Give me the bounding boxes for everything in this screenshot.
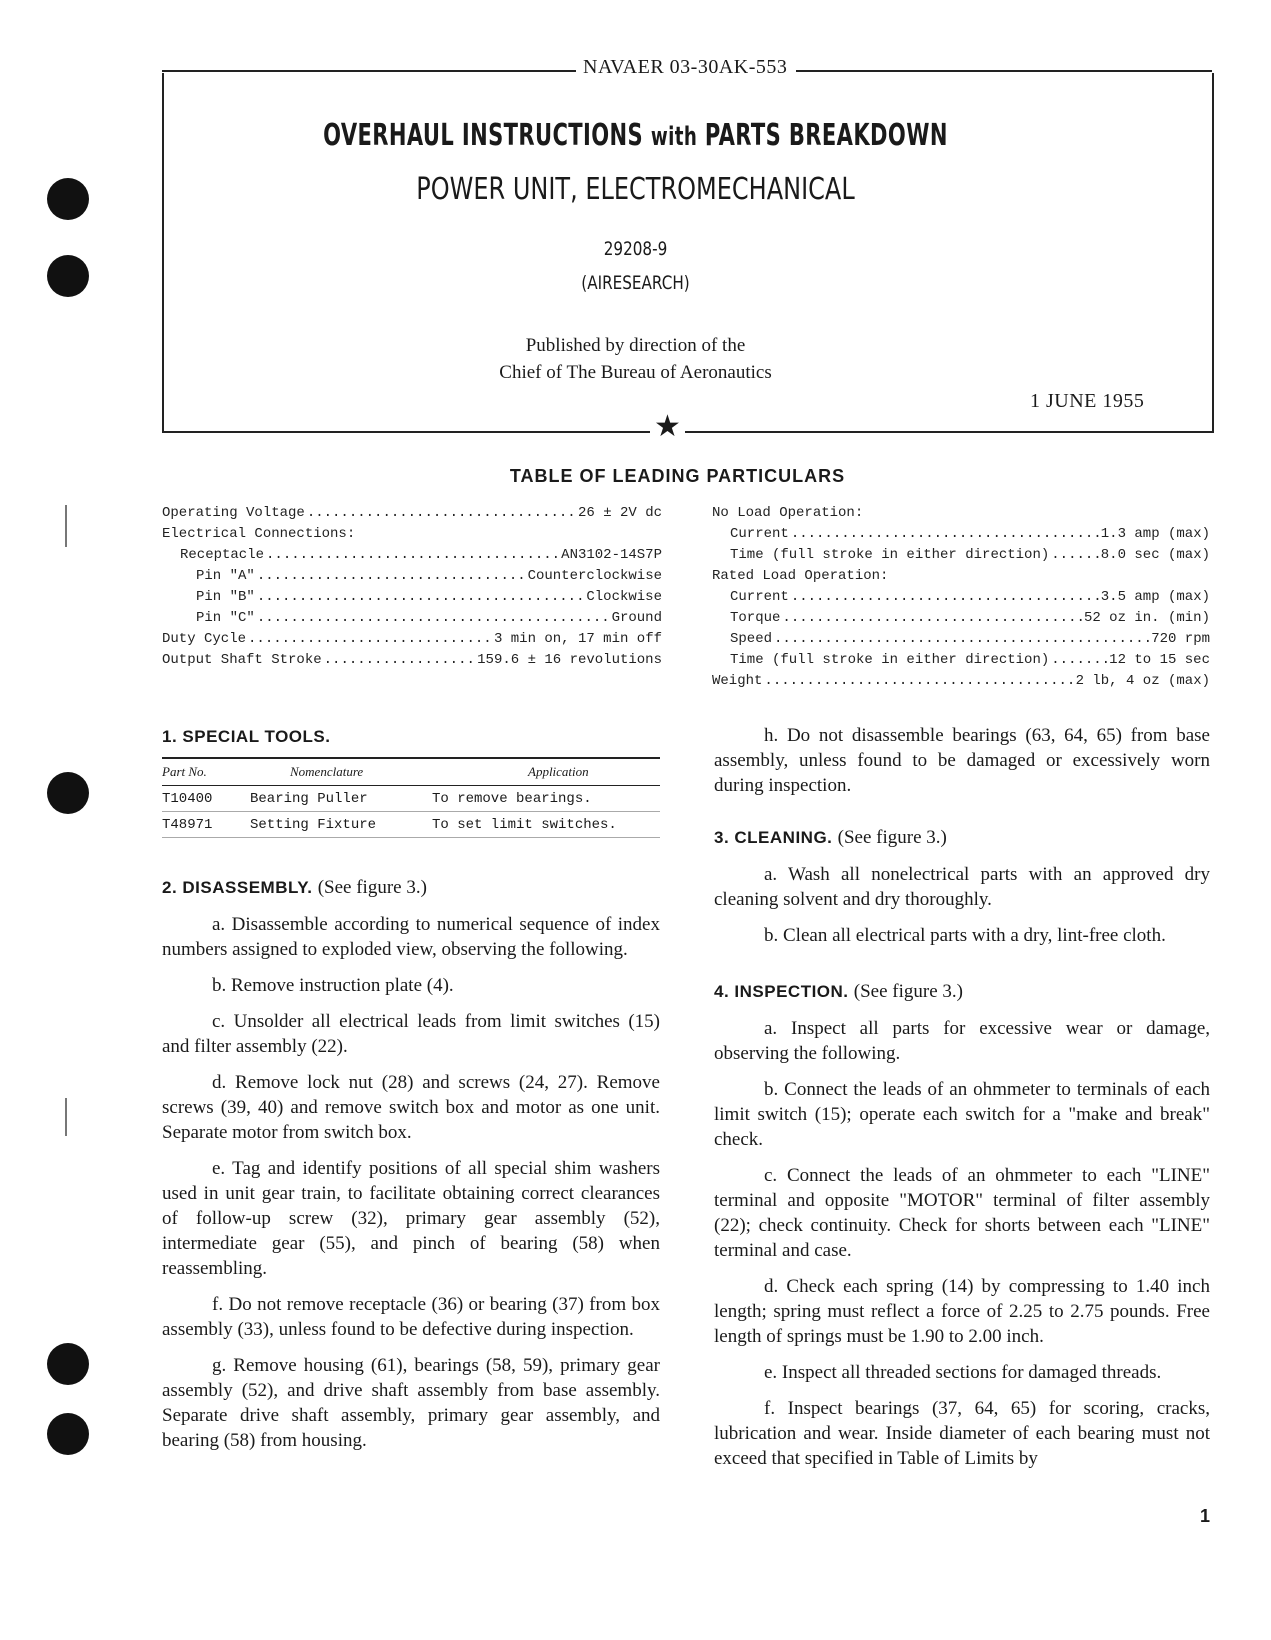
header-application: Application xyxy=(528,764,589,779)
particular-label: Operating Voltage xyxy=(162,505,305,521)
special-tools-table xyxy=(162,757,660,838)
particular-row xyxy=(162,626,662,647)
particular-row xyxy=(162,521,662,542)
particular-label: Electrical Connections: xyxy=(162,526,356,542)
disassembly-h-text xyxy=(714,723,1210,809)
cleaning-title: 3. CLEANING. xyxy=(714,828,833,847)
particular-value: 720 rpm xyxy=(1151,631,1210,647)
title-part-b: with xyxy=(650,122,698,152)
dot-leader xyxy=(1051,547,1099,563)
particular-label: Output Shaft Stroke xyxy=(162,652,322,668)
publication-line-1: Published by direction of the xyxy=(525,335,746,356)
paragraph: a. Disassemble according to numerical sequence of index numbers assigned to exploded view, observing the following. xyxy=(162,914,660,960)
inspection-text xyxy=(714,1016,1210,1482)
inspection-see: (See figure 3.) xyxy=(853,981,963,1002)
particular-row xyxy=(712,647,1210,668)
section-cleaning xyxy=(714,827,947,849)
particular-label: Pin "A" xyxy=(196,568,255,584)
particular-label: Torque xyxy=(730,610,781,626)
paragraph: a. Inspect all parts for excessive wear or damage, observing the following. xyxy=(714,1018,1210,1064)
cell-application: To remove bearings. xyxy=(432,790,592,807)
dot-leader xyxy=(782,610,1082,626)
disassembly-text xyxy=(162,912,660,1464)
inspection-title: 4. INSPECTION. xyxy=(714,982,849,1001)
particular-row xyxy=(712,668,1210,689)
binder-hole-3 xyxy=(47,772,89,814)
frame-top-left xyxy=(162,70,576,72)
particular-row xyxy=(162,500,662,521)
particular-label: Current xyxy=(730,526,789,542)
header-part-no: Part No. xyxy=(162,764,207,779)
particular-value: 159.6 ± 16 revolutions xyxy=(477,652,662,668)
dot-leader xyxy=(791,589,1099,605)
title-line-1 xyxy=(140,118,1131,153)
binder-hole-2 xyxy=(47,255,89,297)
cell-part-no: T10400 xyxy=(162,790,213,807)
particular-label: Rated Load Operation: xyxy=(712,568,889,584)
paragraph: e. Inspect all threaded sections for damaged threads. xyxy=(764,1362,1162,1383)
particular-row xyxy=(162,563,662,584)
table-row xyxy=(162,812,660,838)
manufacturer: (AIRESEARCH) xyxy=(581,272,690,294)
disassembly-title: 2. DISASSEMBLY. xyxy=(162,878,313,897)
particular-row xyxy=(162,605,662,626)
dot-leader xyxy=(257,568,526,584)
paragraph: b. Remove instruction plate (4). xyxy=(212,975,454,996)
particular-row xyxy=(712,521,1210,542)
paragraph: e. Tag and identify positions of all special shim washers used in unit gear train, to facilitate obtaining correct clearances of follow-up screw (32), primary gear assembly (52), intermediate gear (55), and pinch of bearing (58) when reassembling. xyxy=(162,1158,660,1279)
paragraph: c. Unsolder all electrical leads from limit switches (15) and filter assembly (22). xyxy=(162,1011,660,1057)
publication-note xyxy=(0,332,1271,386)
paragraph: f. Do not remove receptacle (36) or bearing (37) from box assembly (33), unless found to be defective during inspection. xyxy=(162,1294,660,1340)
particular-value: 3.5 amp (max) xyxy=(1100,589,1210,605)
table-row xyxy=(162,786,660,812)
paragraph: d. Remove lock nut (28) and screws (24, 27). Remove screws (39, 40) and remove switch box and motor as one unit. Separate motor from switch box. xyxy=(162,1072,660,1143)
particular-value: 3 min on, 17 min off xyxy=(493,631,662,647)
paragraph: f. Inspect bearings (37, 64, 65) for scoring, cracks, lubrication and wear. Inside diameter of each bearing must not exceed that specified in Table of Limits by xyxy=(714,1398,1210,1469)
page-number: 1 xyxy=(1200,1506,1211,1526)
particular-row xyxy=(162,584,662,605)
binder-hole-1 xyxy=(47,178,89,220)
dot-leader xyxy=(257,610,610,626)
title-part-a: OVERHAUL INSTRUCTIONS xyxy=(323,118,644,153)
particular-value: Ground xyxy=(611,610,662,626)
doc-number: NAVAER 03-30AK-553 xyxy=(577,56,793,79)
title-line-2: POWER UNIT, ELECTROMECHANICAL xyxy=(416,172,855,207)
particular-label: Duty Cycle xyxy=(162,631,247,647)
dot-leader xyxy=(1051,652,1107,668)
table-header xyxy=(162,759,660,786)
paragraph: d. Check each spring (14) by compressing to 1.40 inch length; spring must reflect a force of 2.25 to 2.75 pounds. Free length of springs must be 1.90 to 2.00 inch. xyxy=(714,1276,1210,1347)
title-part-c: PARTS BREAKDOWN xyxy=(704,118,948,153)
paragraph: b. Clean all electrical parts with a dry, lint-free cloth. xyxy=(764,925,1166,946)
cell-nomenclature: Setting Fixture xyxy=(250,816,377,833)
particulars-right xyxy=(712,500,1210,689)
particular-label: Receptacle xyxy=(180,547,265,563)
dot-leader xyxy=(774,631,1149,647)
particular-row xyxy=(712,626,1210,647)
particular-row xyxy=(162,647,662,668)
star-icon: ★ xyxy=(650,412,685,442)
binder-hole-5 xyxy=(47,1413,89,1455)
dot-leader xyxy=(764,673,1073,689)
particular-value: AN3102-14S7P xyxy=(561,547,662,563)
particular-label: Pin "C" xyxy=(196,610,255,626)
disassembly-see: (See figure 3.) xyxy=(317,877,427,898)
dot-leader xyxy=(307,505,576,521)
header-nomenclature: Nomenclature xyxy=(290,764,364,779)
particular-value: 1.3 amp (max) xyxy=(1100,526,1210,542)
paragraph: g. Remove housing (61), bearings (58, 59), primary gear assembly (52), and drive shaft assembly from base assembly. Separate drive shaft assembly, primary gear assembly, and bearing (58) from housing. xyxy=(162,1355,660,1451)
particular-value: 12 to 15 sec xyxy=(1109,652,1210,668)
frame-top-right xyxy=(796,70,1212,72)
particular-row xyxy=(712,500,1210,521)
paragraph: h. Do not disassemble bearings (63, 64, 65) from base assembly, unless found to be damaged or excessively worn during inspection. xyxy=(714,725,1210,796)
cell-application: To set limit switches. xyxy=(432,816,617,833)
particular-value: 8.0 sec (max) xyxy=(1100,547,1210,563)
dot-leader xyxy=(791,526,1099,542)
particular-label: Pin "B" xyxy=(196,589,255,605)
particular-row xyxy=(162,542,662,563)
dot-leader xyxy=(324,652,476,668)
section-special-tools: 1. SPECIAL TOOLS. xyxy=(162,727,331,746)
particular-row xyxy=(712,584,1210,605)
cell-part-no: T48971 xyxy=(162,816,213,833)
particular-value: Counterclockwise xyxy=(527,568,662,584)
cell-nomenclature: Bearing Puller xyxy=(250,790,368,807)
particular-row xyxy=(712,542,1210,563)
publication-line-2: Chief of The Bureau of Aeronautics xyxy=(499,362,772,383)
section-inspection xyxy=(714,981,963,1003)
cleaning-see: (See figure 3.) xyxy=(837,827,947,848)
particular-value: Clockwise xyxy=(586,589,662,605)
margin-mark-2 xyxy=(65,1098,67,1136)
paragraph: c. Connect the leads of an ohmmeter to each "LINE" terminal and opposite "MOTOR" terminal of filter assembly (22); check continuity. Check for shorts between each "LINE" terminal and case. xyxy=(714,1165,1210,1261)
particulars-left xyxy=(162,500,662,668)
model-number: 29208-9 xyxy=(603,238,668,260)
particular-value: 52 oz in. (min) xyxy=(1083,610,1210,626)
section-disassembly xyxy=(162,877,427,899)
dot-leader xyxy=(257,589,585,605)
particular-label: Time (full stroke in either direction) xyxy=(730,652,1050,668)
cleaning-text xyxy=(714,862,1210,959)
paragraph: b. Connect the leads of an ohmmeter to terminals of each limit switch (15); operate each switch for a "make and break" check. xyxy=(714,1079,1210,1150)
particular-value: 26 ± 2V dc xyxy=(577,505,662,521)
publication-date: 1 JUNE 1955 xyxy=(1030,390,1145,412)
particulars-title: TABLE OF LEADING PARTICULARS xyxy=(509,466,846,486)
particular-label: Speed xyxy=(730,631,773,647)
dot-leader xyxy=(248,631,492,647)
particular-label: Weight xyxy=(712,673,763,689)
particular-label: Time (full stroke in either direction) xyxy=(730,547,1050,563)
binder-hole-4 xyxy=(47,1343,89,1385)
margin-mark-1 xyxy=(65,505,67,547)
dot-leader xyxy=(266,547,559,563)
particular-label: No Load Operation: xyxy=(712,505,864,521)
particular-label: Current xyxy=(730,589,789,605)
particular-row xyxy=(712,605,1210,626)
paragraph: a. Wash all nonelectrical parts with an approved dry cleaning solvent and dry thoroughly. xyxy=(714,864,1210,910)
particular-row xyxy=(712,563,1210,584)
particular-value: 2 lb, 4 oz (max) xyxy=(1075,673,1210,689)
